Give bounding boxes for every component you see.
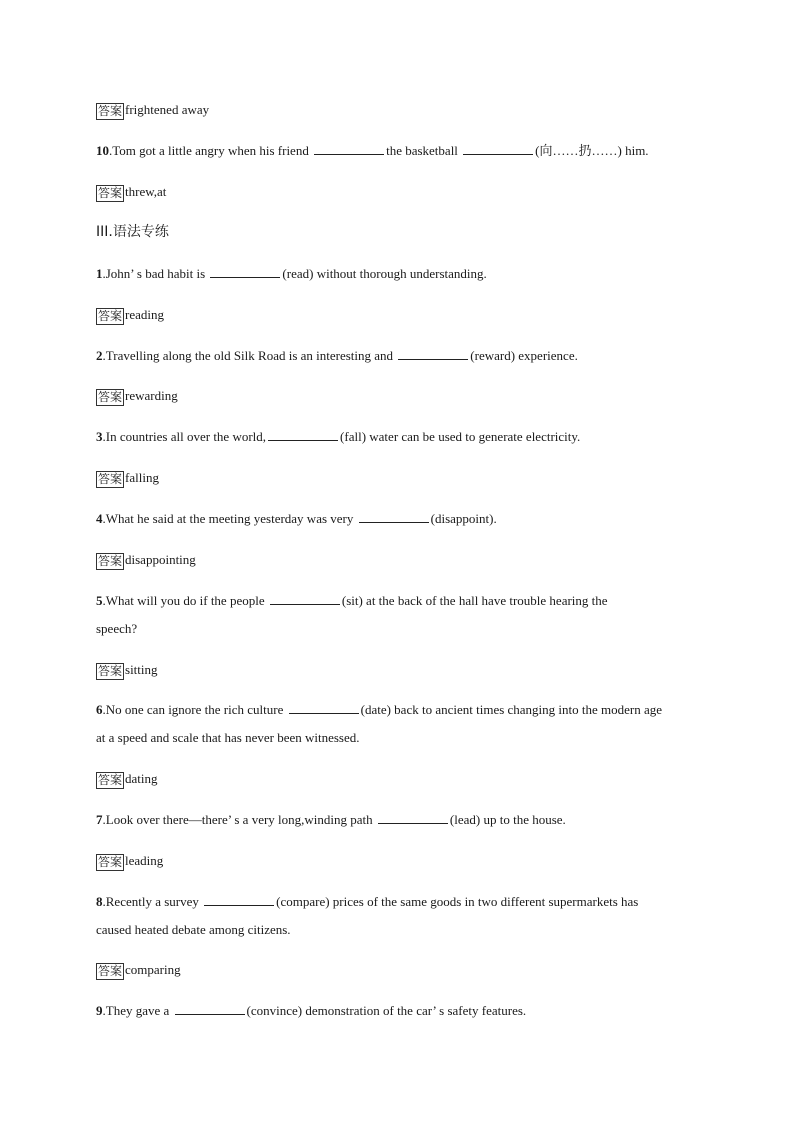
answer-badge: 答案 (98, 663, 123, 678)
question-text: .No one can ignore the rich culture (102, 702, 287, 717)
question-text: the basketball (386, 143, 462, 158)
question-text: .Recently a survey (102, 894, 203, 909)
answer-badge: 答案 (98, 103, 123, 118)
answer-badge: 答案 (98, 772, 123, 787)
question-3 (96, 429, 580, 445)
question-6 (96, 702, 662, 718)
answer-text: disappointing (125, 552, 196, 567)
answer-text: falling (125, 470, 159, 485)
answer-text: dating (125, 771, 158, 786)
question-text: .John’ s bad habit is (102, 266, 209, 281)
question-number: 8 (96, 894, 103, 909)
answer-badge: 答案 (98, 185, 123, 200)
answer-row (96, 102, 209, 120)
answer-blank (463, 143, 533, 155)
answer-text: rewarding (125, 388, 178, 403)
question-4 (96, 511, 497, 527)
answer-blank (398, 348, 468, 360)
question-text: (reward) experience. (470, 348, 578, 363)
answer-row (96, 470, 159, 488)
answer-blank (204, 894, 274, 906)
answer-text: threw,at (125, 184, 167, 199)
answer-blank (270, 593, 340, 605)
question-text: .Look over there—there’ s a very long,winding path (102, 812, 376, 827)
question-continuation: at a speed and scale that has never been witnessed. (96, 730, 360, 745)
question-text: (disappoint). (430, 511, 497, 526)
question-number: 4 (96, 511, 103, 526)
question-number: 7 (96, 812, 103, 827)
section-title: III.语法专练 (96, 224, 169, 240)
answer-row (96, 853, 163, 871)
question-text: (向……扔……) him. (535, 143, 649, 158)
question-text: .In countries all over the world, (102, 429, 267, 444)
question-8 (96, 894, 638, 910)
question-text: (sit) at the back of the hall have trouble hearing the (341, 593, 608, 608)
answer-badge: 答案 (98, 308, 123, 323)
question-number: 10 (96, 143, 109, 158)
answer-row (96, 771, 158, 789)
question-text: (fall) water can be used to generate electricity. (340, 429, 581, 444)
answer-row (96, 962, 181, 980)
question-10 (96, 143, 649, 159)
answer-badge: 答案 (98, 389, 123, 404)
question-7 (96, 812, 566, 828)
answer-row (96, 307, 164, 325)
answer-blank (268, 429, 338, 441)
question-text: (lead) up to the house. (449, 812, 566, 827)
question-text: .Tom got a little angry when his friend (109, 143, 313, 158)
question-9 (96, 1003, 526, 1019)
question-text: (date) back to ancient times changing into the modern age (360, 702, 663, 717)
answer-blank (289, 702, 359, 714)
question-number: 1 (96, 266, 103, 281)
answer-badge: 答案 (98, 963, 123, 978)
answer-badge: 答案 (98, 553, 123, 568)
answer-row (96, 184, 166, 202)
answer-row (96, 662, 158, 680)
answer-row (96, 552, 196, 570)
question-2 (96, 348, 578, 364)
answer-badge: 答案 (98, 854, 123, 869)
question-text: .What he said at the meeting yesterday was very (102, 511, 357, 526)
answer-blank (210, 266, 280, 278)
question-continuation: speech? (96, 621, 138, 636)
answer-blank (359, 511, 429, 523)
question-text: (convince) demonstration of the car’ s safety features. (246, 1003, 527, 1018)
answer-text: comparing (125, 962, 181, 977)
question-1 (96, 266, 487, 282)
answer-text: leading (125, 853, 164, 868)
question-number: 3 (96, 429, 103, 444)
question-number: 9 (96, 1003, 103, 1018)
question-number: 6 (96, 702, 103, 717)
answer-text: reading (125, 307, 164, 322)
answer-badge: 答案 (98, 471, 123, 486)
question-text: (compare) prices of the same goods in two different supermarkets has (276, 894, 639, 909)
question-text: (read) without thorough understanding. (282, 266, 487, 281)
question-number: 5 (96, 593, 103, 608)
question-text: .Travelling along the old Silk Road is an interesting and (102, 348, 397, 363)
question-number: 2 (96, 348, 103, 363)
question-text: .What will you do if the people (102, 593, 268, 608)
answer-text: sitting (125, 662, 158, 677)
answer-blank (314, 143, 384, 155)
answer-blank (378, 812, 448, 824)
answer-text: frightened away (125, 102, 210, 117)
answer-row (96, 388, 178, 406)
question-text: .They gave a (102, 1003, 173, 1018)
answer-blank (175, 1003, 245, 1015)
question-continuation: caused heated debate among citizens. (96, 922, 291, 937)
question-5 (96, 593, 608, 609)
